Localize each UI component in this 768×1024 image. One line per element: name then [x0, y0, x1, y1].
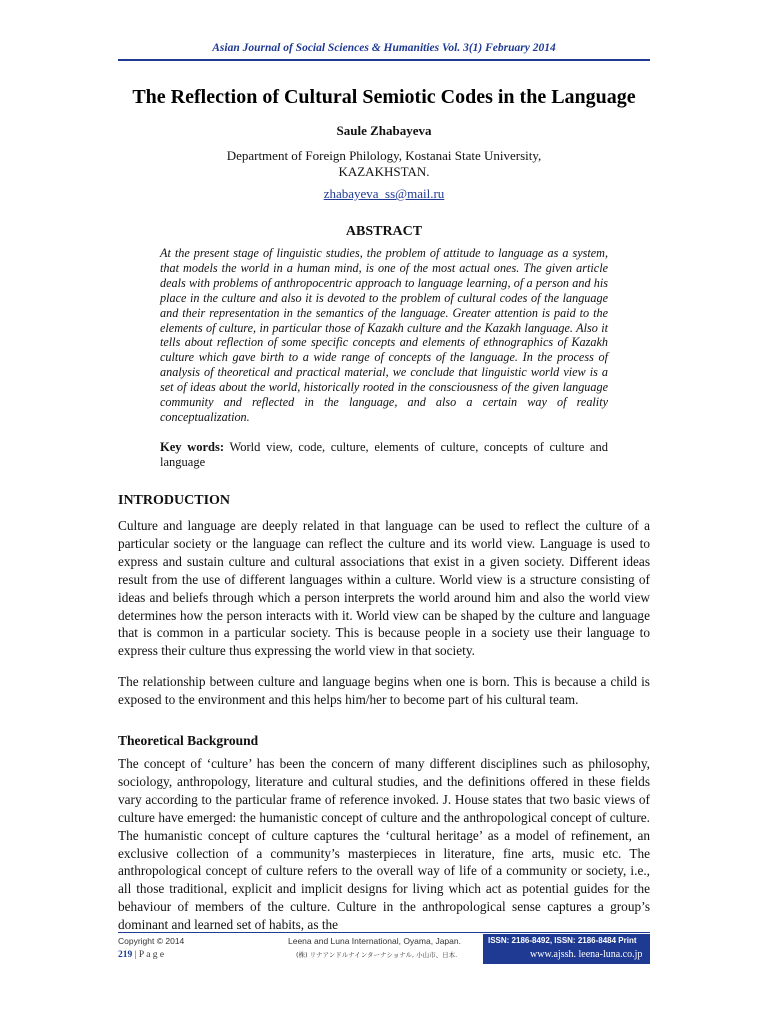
affiliation-line-2: KAZAKHSTAN.	[338, 164, 430, 179]
introduction-paragraph-1: Culture and language are deeply related in that language can be used to reflect the culture of a particular society or the language can reflect the culture and its world view. Language is used to express and sustain culture and cultural associations that exist in a given society. Different ideas result from the use of different languages within a culture. World view is a structure consisting of ideas and beliefs through which a person interprets the world around him and also the world view determines how the person interacts with it. World view can be shaped by the culture and language that is common in a particular society. This is because people in a society use their language to express their culture thus expressing the world view in that society.	[118, 518, 650, 659]
footer-publisher-japanese: (株) リナアンドルナインターナショナル, 小山市、日本.	[296, 951, 458, 959]
page-number: 219	[118, 950, 133, 960]
abstract-heading: ABSTRACT	[345, 224, 423, 239]
theoretical-background-heading: Theoretical Background	[118, 733, 259, 748]
introduction-paragraph-2: The relationship between culture and language begins when one is born. This is because a child is exposed to the environment and this helps him/her to become part of his cultural team.	[118, 674, 650, 707]
footer-publisher: Leena and Luna International, Oyama, Japan.	[288, 936, 461, 946]
footer-copyright: Copyright © 2014	[118, 936, 185, 946]
footer-rule	[118, 932, 650, 933]
footer-website-link[interactable]: www.ajssh. leena-luna.co.jp	[530, 949, 643, 960]
abstract-text: At the present stage of linguistic studies, the problem of attitude to language as a system, that models the world in a human mind, is one of the most actual ones. The given article deals with problems of anthropocentric approach to language learning, of a person and his place in the culture and also it is devoted to the problem of cultural codes of the language and their representation in the semantics of the language. Greater attention is paid to the elements of culture, in particular those of Kazakh culture and the Kazakh language. Also it tells about reflection of some specific concepts and elements of ethnographics of Kazakh culture which gave birth to a wide range of concepts of the language. In the process of analysis of theoretical and practical material, we conclude that linguistic world view is a set of ideas about the world, historically rooted in the consciousness of the given language community and reflected in the language, and also a certain way of reality conceptualization.	[160, 246, 608, 424]
author-email-link[interactable]: zhabayeva_ss@mail.ru	[323, 186, 445, 201]
author-affiliation	[118, 148, 650, 180]
keywords	[160, 440, 608, 470]
running-head: Asian Journal of Social Sciences & Humanities Vol. 3(1) February 2014	[212, 42, 556, 54]
page-word: P a g e	[138, 950, 165, 960]
footer-page-number	[118, 950, 164, 960]
article-title: The Reflection of Cultural Semiotic Codes in the Language	[132, 86, 636, 108]
introduction-heading: INTRODUCTION	[118, 493, 231, 508]
header-rule	[118, 59, 650, 61]
page-separator: |	[132, 950, 139, 960]
affiliation-line-1: Department of Foreign Philology, Kostanai State University,	[226, 148, 542, 163]
keywords-text: World view, code, culture, elements of culture, concepts of culture and language	[160, 440, 608, 469]
keywords-label: Key words:	[160, 440, 225, 454]
footer-issn: ISSN: 2186-8492, ISSN: 2186-8484 Print	[488, 936, 637, 945]
author-name: Saule Zhabayeva	[336, 123, 432, 138]
theoretical-background-paragraph: The concept of ‘culture’ has been the concern of many different disciplines such as philosophy, sociology, anthropology, literature and cultural studies, and the definitions offered in these fields vary according to the particular frame of reference invoked. J. House states that two basic views of culture have emerged: the humanistic concept of culture and the anthropological concept of culture. The humanistic concept of culture captures the ‘cultural heritage’ as a model of refinement, an exclusive collection of a community’s masterpieces in literature, fine arts, music etc. The anthropological concept of culture refers to the overall way of life of a community or society, i.e., all those traditional, explicit and implicit designs for living which act as potential guides for the behaviour of members of the culture. Culture in the anthropological sense captures a group’s dominant and learned set of habits, as the	[118, 756, 650, 933]
